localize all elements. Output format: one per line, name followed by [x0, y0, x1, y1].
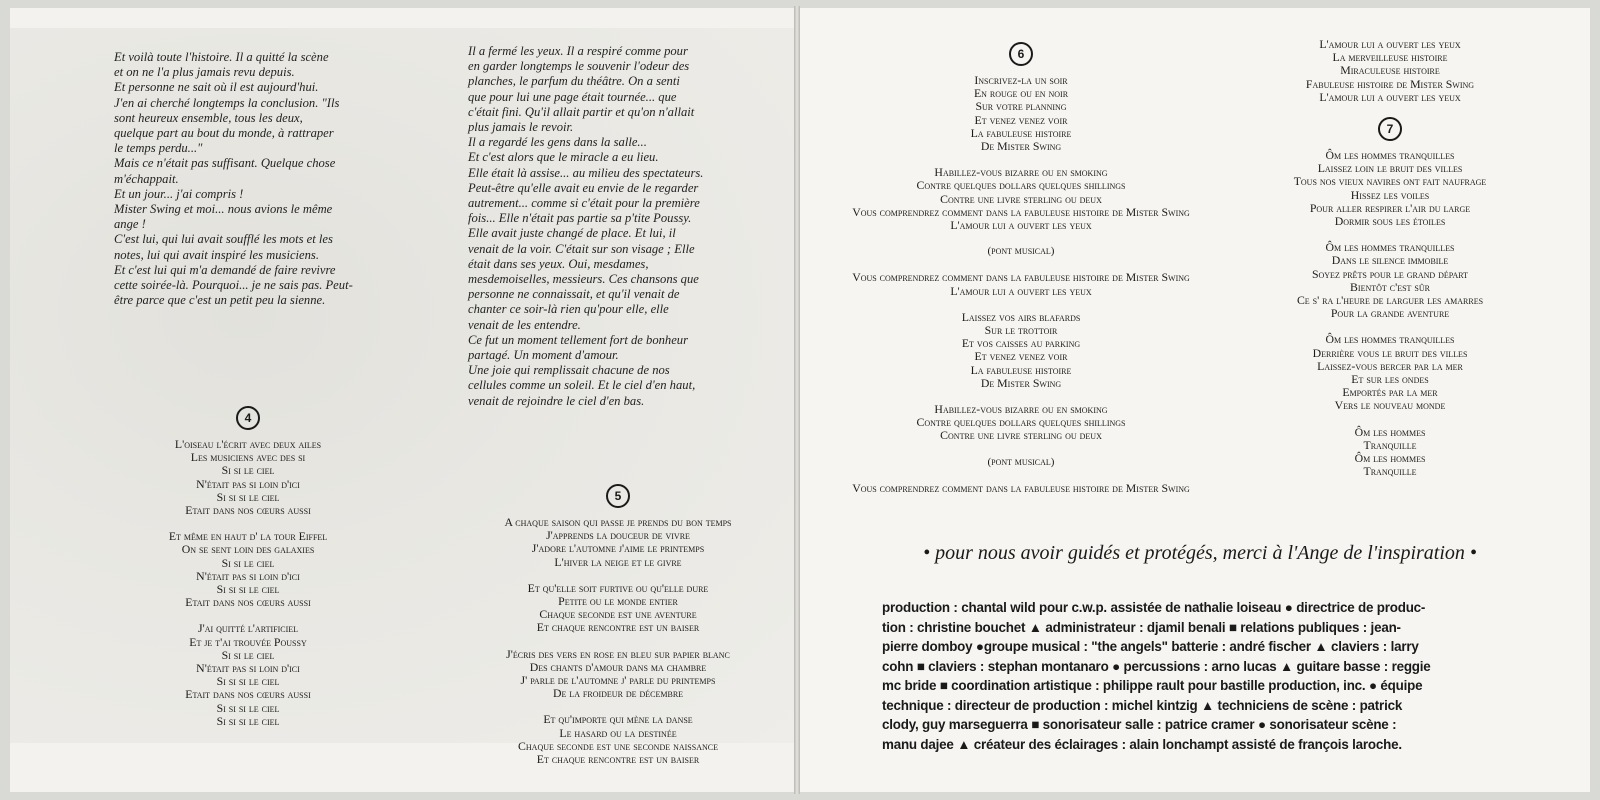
story-line: et on ne l'a plus jamais revu depuis.	[114, 65, 295, 80]
lyric-line: Sur le trottoir	[984, 323, 1058, 338]
story-line: Mais ce n'était pas suffisant. Quelque chose	[114, 156, 336, 171]
story-line: que pour lui une page était tournée... que	[468, 89, 677, 104]
stanza	[806, 403, 1236, 443]
story-line: était dans ses yeux. Oui, mesdames,	[468, 256, 649, 271]
lyric-line: (pont musical)	[987, 455, 1055, 468]
lyric-line: A chaque saison qui passe je prends du bon temps	[504, 515, 732, 529]
story-line: sont heureux ensemble, tous les deux,	[114, 110, 303, 125]
song-number-5: 5	[606, 484, 630, 508]
song-6	[806, 42, 1236, 495]
story-line: chanter ce soir-là rien qu'pour elle, elle	[468, 302, 669, 317]
story-line: mesdemoiselles, messieurs. Ces chansons que	[468, 272, 699, 287]
story-line: Et voilà toute l'histoire. Il a quitté la scène	[114, 50, 329, 64]
lyric-line: De Mister Swing	[980, 139, 1062, 154]
stanza	[806, 456, 1236, 469]
lyric-line: J'apprends la douceur de vivre	[546, 528, 690, 543]
story-line: Et un jour... j'ai compris !	[114, 186, 244, 201]
song-number-6: 6	[1009, 42, 1033, 66]
lyric-line: J'ai quitté l'artificiel	[197, 621, 299, 636]
song-4-lyrics	[128, 438, 368, 728]
lyric-line: Hissez les voiles	[1350, 187, 1430, 202]
lyric-line: Derrière vous le bruit des villes	[1312, 345, 1468, 360]
story-line: Peut-être qu'elle avait eu envie de le regarder	[468, 180, 699, 195]
lyric-line: J'écris des vers en rose en bleu sur papier blanc	[506, 646, 730, 661]
stanza	[806, 271, 1236, 297]
stanza	[806, 245, 1236, 258]
lyric-line: L'oiseau l'écrit avec deux ailes	[174, 437, 322, 451]
lyric-line: Et même en haut d' la tour Eiffel	[168, 529, 328, 544]
lyric-line: J'adore l'automne j'aime le printemps	[531, 541, 705, 556]
lyric-line: N'était pas si loin d'ici	[196, 568, 300, 583]
credits-block	[882, 598, 1482, 754]
lyric-line: De la froideur de décembre	[552, 686, 684, 701]
story-line: le temps perdu..."	[114, 141, 203, 156]
lyric-line: Contre une livre sterling ou deux	[940, 191, 1102, 206]
lyric-line: Et venez venez voir	[974, 112, 1068, 127]
story-line: Une joie qui remplissait chacune de nos	[468, 363, 670, 378]
credit-line: tion : christine bouchet ▲ administrateur : djamil benali ■ relations publiques : jean-	[882, 619, 1401, 635]
lyric-line: (pont musical)	[987, 245, 1055, 258]
lyric-line: Et vos caisses au parking	[961, 336, 1081, 351]
lyric-line: L'amour lui a ouvert les yeux	[950, 218, 1092, 233]
song-6-lyrics	[806, 74, 1236, 495]
story-line: J'en ai cherché longtemps la conclusion. "Ils	[114, 95, 340, 110]
stanza	[806, 74, 1236, 153]
thanks-line: • pour nous avoir guidés et protégés, merci à l'Ange de l'inspiration •	[923, 542, 1477, 564]
story-line: plus jamais le revoir.	[468, 120, 574, 135]
lyric-line: Petite ou le monde entier	[558, 594, 678, 609]
song-7	[1270, 38, 1510, 478]
lyric-line: En rouge ou en noir	[973, 86, 1069, 101]
lyric-line: Si si le ciel	[221, 647, 275, 662]
stanza	[1270, 241, 1510, 320]
song-5-lyrics	[458, 516, 778, 766]
lyric-line: L'amour lui a ouvert les yeux	[950, 283, 1092, 298]
story-line: Et personne ne sait où il est aujourd'hui.	[114, 80, 319, 95]
story-line: fois... Elle n'était pas partie sa p'tite Poussy.	[468, 211, 692, 226]
lyric-line: L'amour lui a ouvert les yeux	[1319, 37, 1461, 51]
lyric-line: Ôm les hommes tranquilles	[1325, 332, 1455, 347]
lyric-line: Si si le ciel	[221, 463, 275, 478]
lyric-line: De Mister Swing	[980, 375, 1062, 390]
lyric-line: Si si si le ciel	[216, 489, 280, 504]
story-line: venait de la voir. C'était sur son visage ; Elle	[468, 241, 695, 256]
lyric-line: Et chaque rencontre est un baiser	[536, 620, 700, 635]
lyric-line: Des chants d'amour dans ma chambre	[529, 659, 707, 674]
lyric-line: Fabuleuse histoire de Mister Swing	[1305, 76, 1475, 91]
lyric-line: Tranquille	[1363, 437, 1417, 452]
lyric-line: Les musiciens avec des si	[190, 450, 306, 465]
stanza	[458, 713, 778, 766]
stanza	[1270, 333, 1510, 412]
stanza	[458, 648, 778, 701]
lyric-line: La fabuleuse histoire	[970, 125, 1072, 140]
credit-line: production : chantal wild pour c.w.p. assistée de nathalie loiseau ● directrice de produc-	[882, 600, 1426, 615]
lyric-line: Tous nos vieux navires ont fait naufrage	[1293, 174, 1487, 189]
lyric-line: Contre quelques dollars quelques shillings	[916, 178, 1126, 193]
lyric-line: La merveilleuse histoire	[1332, 50, 1448, 65]
story-line: Et c'est lui qui m'a demandé de faire revivre	[114, 262, 336, 277]
right-page	[800, 8, 1590, 792]
story-line: venait de rejoindre le ciel d'en bas.	[468, 393, 645, 408]
lyric-line: Ôm les hommes tranquilles	[1325, 240, 1455, 255]
lyric-line: Vers le nouveau monde	[1334, 398, 1446, 413]
lyric-line: Et qu'importe qui mène la danse	[543, 712, 693, 727]
lyric-line: Ôm les hommes	[1354, 424, 1426, 439]
story-line: Et c'est alors que le miracle a eu lieu.	[468, 150, 659, 165]
story-line: être parce que c'est un petit peu la sienne.	[114, 293, 326, 308]
lyric-line: Etait dans nos cœurs aussi	[185, 595, 311, 610]
lyric-line: Sur votre planning	[975, 99, 1067, 114]
credit-line: mc bride ■ coordination artistique : philippe rault pour bastille production, inc. ● équipe	[882, 678, 1423, 693]
song-5	[458, 484, 778, 766]
lyric-line: Emportés par la mer	[1342, 385, 1438, 400]
lyric-line: Etait dans nos cœurs aussi	[185, 687, 311, 702]
stanza	[458, 516, 778, 569]
story-line: c'était fini. Qu'il allait partir et qu'on n'allait	[468, 104, 695, 119]
lyric-line: Contre une livre sterling ou deux	[940, 428, 1102, 443]
lyric-line: Tranquille	[1363, 464, 1417, 479]
lyric-line: Et qu'elle soit furtive ou qu'elle dure	[527, 580, 709, 595]
song-number-7: 7	[1378, 117, 1402, 141]
lyric-line: Ôm les hommes tranquilles	[1325, 148, 1455, 163]
stanza	[806, 166, 1236, 232]
lyric-line: Si si si le ciel	[216, 674, 280, 689]
lyric-line: On se sent loin des galaxies	[181, 542, 315, 557]
story-line: ange !	[114, 217, 146, 232]
stanza	[1270, 426, 1510, 479]
story-line: Il a fermé les yeux. Il a respiré comme pour	[468, 44, 688, 58]
lyric-line: Laissez vos airs blafards	[961, 309, 1081, 324]
stanza	[128, 530, 368, 609]
lyric-line: Ôm les hommes	[1354, 451, 1426, 466]
lyric-line: Dormir sous les étoiles	[1334, 214, 1446, 229]
stanza	[806, 311, 1236, 390]
lyric-line: Si si si le ciel	[216, 582, 280, 597]
song-7-lyrics	[1270, 149, 1510, 478]
lyric-line: Et chaque rencontre est un baiser	[536, 752, 700, 767]
story-line: Elle était là assise... au milieu des spectateurs.	[468, 165, 704, 180]
story-line: en garder longtemps le souvenir l'odeur des	[468, 59, 690, 74]
lyric-line: Le hasard ou la destinée	[559, 725, 677, 740]
lyric-line: Si si si le ciel	[216, 700, 280, 715]
credit-line: pierre domboy ●groupe musical : "the angels" batterie : andré fischer ▲ claviers : larry	[882, 639, 1419, 654]
story-line: cellules comme un soleil. Et le ciel d'en haut,	[468, 378, 696, 393]
stanza	[458, 582, 778, 635]
song-7-intro	[1270, 38, 1510, 104]
credit-line: manu dajee ▲ créateur des éclairages : alain lonchampt assisté de françois laroche.	[882, 736, 1402, 752]
lyric-line: Contre quelques dollars quelques shillings	[916, 415, 1126, 430]
lyric-line: Soyez prêts pour le grand départ	[1311, 266, 1469, 281]
story-line: Ce fut un moment tellement fort de bonheur	[468, 332, 689, 347]
story-line: personne ne connaissait, et qu'il venait de	[468, 287, 680, 302]
lyric-line: Si si le ciel	[221, 555, 275, 570]
credit-line: clody, guy marseguerra ■ sonorisateur salle : patrice cramer ● sonorisateur scène :	[882, 717, 1397, 732]
story-line: autrement... comme si c'était pour la première	[468, 196, 700, 211]
story-line: partagé. Un moment d'amour.	[468, 348, 619, 363]
lyric-line: Pour aller respirer l'air du large	[1309, 200, 1471, 215]
lyric-line: Miraculeuse histoire	[1340, 63, 1440, 78]
song-4	[128, 406, 368, 728]
lyric-line: L'amour lui a ouvert les yeux	[1319, 89, 1461, 104]
story-line: m'échappait.	[114, 171, 179, 186]
lyric-line: Chaque seconde est une aventure	[539, 607, 697, 622]
lyric-line: Laissez-vous bercer par la mer	[1317, 358, 1463, 373]
left-page	[10, 8, 794, 792]
lyric-line: Etait dans nos cœurs aussi	[185, 503, 311, 518]
lyric-line: Bientôt c'est sûr	[1350, 279, 1430, 294]
lyric-line: Vous comprendrez comment dans la fabuleuse histoire de Mister Swing	[852, 480, 1190, 495]
story-line: Il a regardé les gens dans la salle...	[468, 135, 647, 150]
credit-line: cohn ■ claviers : stephan montanaro ● percussions : arno lucas ▲ guitare basse : reggie	[882, 658, 1431, 674]
lyric-line: Habillez-vous bizarre ou en smoking	[934, 165, 1108, 180]
lyric-line: Habillez-vous bizarre ou en smoking	[934, 402, 1108, 417]
lyric-line: Pour la grande aventure	[1330, 306, 1450, 321]
stanza	[128, 622, 368, 728]
story-line: C'est lui, qui lui avait soufflé les mots et les	[114, 232, 333, 247]
lyric-line: Si si si le ciel	[216, 713, 280, 728]
lyric-line: Ce s' ra l'heure de larguer les amarres	[1296, 293, 1484, 308]
song-number-4: 4	[236, 406, 260, 430]
lyric-line: Dans le silence immobile	[1331, 253, 1449, 268]
stanza	[806, 482, 1236, 495]
story-column-1	[114, 50, 353, 308]
lyric-line: Et je t'ai trouvée Poussy	[189, 634, 307, 649]
lyric-line: J' parle de l'automne j' parle du printemps	[520, 673, 716, 688]
story-line: notes, lui qui avait inspiré les musiciens.	[114, 247, 319, 262]
lyric-line: Vous comprendrez comment dans la fabuleuse histoire de Mister Swing	[852, 204, 1190, 219]
story-line: quelque part au bout du monde, à rattraper	[114, 126, 334, 141]
lyric-line: Laissez loin le bruit des villes	[1317, 161, 1463, 176]
lyric-line: L'hiver la neige et le givre	[554, 554, 682, 569]
credit-line: technique : directeur de production : michel kintzig ▲ techniciens de scène : patrick	[882, 697, 1403, 713]
stanza	[128, 438, 368, 517]
lyric-line: Inscrivez-la un soir	[974, 73, 1068, 87]
story-column-2	[468, 44, 703, 409]
story-line: planches, le parfum du théâtre. On a senti	[468, 74, 680, 89]
story-line: Elle avait juste changé de place. Et lui, il	[468, 226, 676, 241]
story-line: Mister Swing et moi... nous avions le même	[114, 202, 333, 217]
lyric-line: N'était pas si loin d'ici	[196, 476, 300, 491]
lyric-line: Vous comprendrez comment dans la fabuleuse histoire de Mister Swing	[852, 270, 1190, 285]
lyric-line: Et venez venez voir	[974, 349, 1068, 364]
lyric-line: N'était pas si loin d'ici	[196, 661, 300, 676]
lyric-line: Chaque seconde est une seconde naissance	[518, 738, 718, 753]
story-line: venait de les entendre.	[468, 317, 581, 332]
lyric-line: La fabuleuse histoire	[970, 362, 1072, 377]
stanza	[1270, 149, 1510, 228]
lyric-line: Et sur les ondes	[1351, 372, 1429, 387]
story-line: cette soirée-là. Pourquoi... je ne sais pas. Peut-	[114, 278, 353, 293]
